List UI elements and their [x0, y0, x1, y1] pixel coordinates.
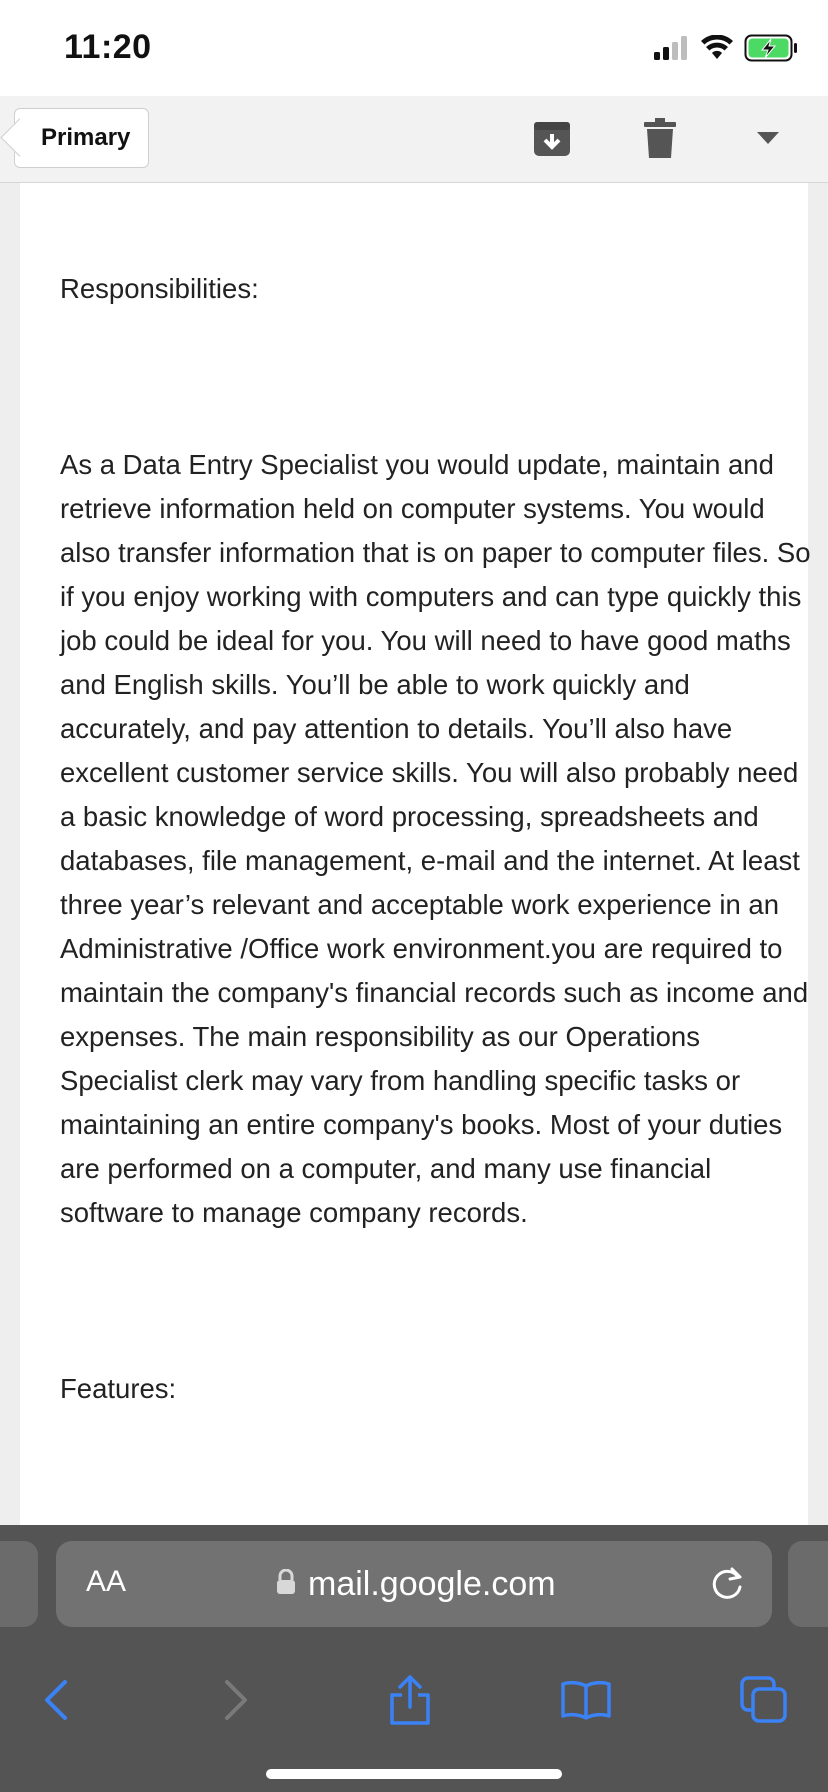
- reload-icon[interactable]: [708, 1565, 746, 1603]
- back-nav-icon[interactable]: [26, 1670, 86, 1730]
- status-bar: [0, 0, 828, 96]
- address-bar[interactable]: [56, 1541, 772, 1627]
- back-button-label: Primary: [41, 124, 131, 151]
- wifi-icon: [700, 35, 734, 66]
- responsibilities-paragraph: As a Data Entry Specialist you would update, maintain and retrieve information held on computer systems. You would also transfer information that is on paper to computer files. So if you enjoy working with computers and can type quickly this job could be ideal for you. You will need to have good maths and English skills. You’ll be able to work quickly and accurately, and pay attention to details. You’ll also have excellent customer service skills. You will also probably need a basic knowledge of word processing, spreadsheets and databases, file management, e-mail and the internet. At least three year’s relevant and acceptable work experience in an Administrative /Office work environment.you are required to maintain the company's financial records such as income and expenses. The main responsibility as our Operations Specialist clerk may vary from handling specific tasks or maintaining an entire company's books. Most of your duties are performed on a computer, and many use financial software to manage company records.: [60, 449, 811, 1228]
- email-body-card: [20, 183, 811, 1525]
- status-time: 11:20: [64, 28, 152, 66]
- previous-tab-preview[interactable]: [0, 1541, 38, 1627]
- trash-icon[interactable]: [636, 114, 684, 162]
- tabs-icon[interactable]: [734, 1670, 794, 1730]
- next-tab-preview[interactable]: [788, 1541, 828, 1627]
- reader-settings-button[interactable]: [86, 1565, 126, 1599]
- url-group: [276, 1561, 556, 1607]
- bookmarks-icon[interactable]: [556, 1670, 616, 1730]
- email-body: [60, 223, 820, 1525]
- forward-nav-icon[interactable]: [206, 1670, 266, 1730]
- responsibilities-heading: Responsibilities:: [60, 273, 259, 304]
- battery-charging-icon: [744, 34, 798, 67]
- email-content-area[interactable]: [0, 183, 828, 1525]
- lock-icon: [276, 1569, 296, 1600]
- features-heading: Features:: [60, 1373, 177, 1404]
- safari-bottom-bar: [0, 1525, 828, 1792]
- status-icons: [654, 34, 798, 66]
- back-to-primary-button[interactable]: [14, 108, 149, 168]
- cellular-signal-icon: [654, 36, 690, 65]
- dropdown-arrow-icon[interactable]: [744, 114, 792, 162]
- safari-nav-row: [0, 1660, 828, 1750]
- url-text: mail.google.com: [308, 1564, 556, 1603]
- aa-label: AA: [86, 1565, 127, 1598]
- share-icon[interactable]: [380, 1670, 440, 1730]
- home-indicator: [266, 1769, 562, 1779]
- archive-icon[interactable]: [528, 114, 576, 162]
- email-toolbar: [0, 96, 828, 183]
